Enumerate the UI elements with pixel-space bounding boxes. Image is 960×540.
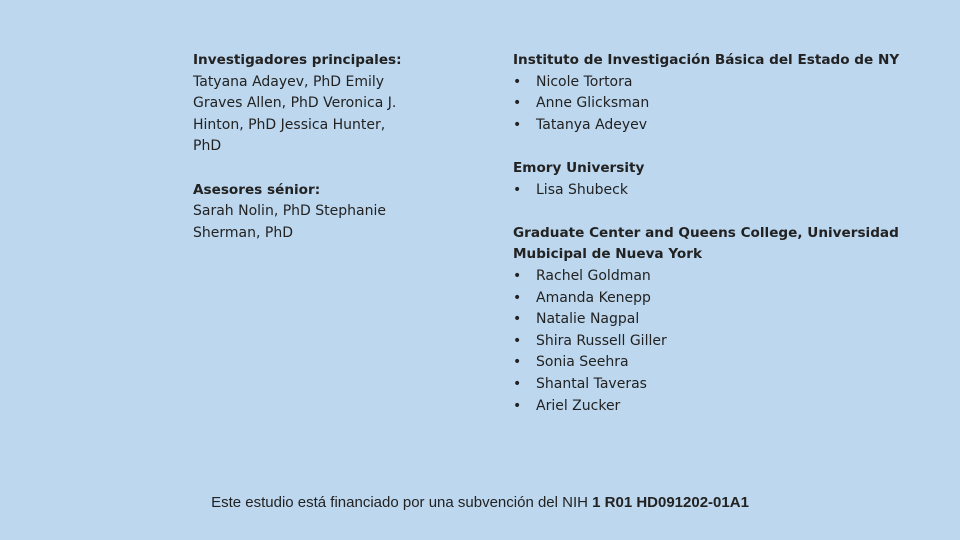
- member-name: Lisa Shubeck: [536, 181, 628, 198]
- list-item: [513, 115, 913, 137]
- member-name: Ariel Zucker: [536, 397, 621, 414]
- list-item: [513, 72, 913, 94]
- member-name: Nicole Tortora: [536, 73, 633, 90]
- institution-name: Instituto de Investigación Básica del Estado de NY: [513, 52, 900, 68]
- member-name: Sonia Seehra: [536, 354, 629, 371]
- member-list: [513, 266, 913, 417]
- principal-investigators-title: Investigadores principales:: [193, 52, 402, 68]
- bullet-icon: •: [513, 332, 522, 349]
- funding-footer: [0, 494, 960, 511]
- list-item: [513, 374, 913, 396]
- bullet-icon: •: [513, 375, 522, 392]
- principal-investigators-names: Tatyana Adayev, PhD Emily Graves Allen, PhD Veronica J. Hinton, PhD Jessica Hunter, PhD: [193, 73, 397, 155]
- list-item: [513, 396, 913, 418]
- left-column: [193, 50, 408, 244]
- institution-block: [513, 158, 913, 201]
- member-name: Anne Glicksman: [536, 95, 650, 112]
- bullet-icon: •: [513, 311, 522, 328]
- list-item: [513, 266, 913, 288]
- bullet-icon: •: [513, 267, 522, 284]
- member-name: Tatanya Adeyev: [536, 116, 648, 133]
- grant-number: 1 R01 HD091202-01A1: [592, 494, 749, 511]
- institution-name: Graduate Center and Queens College, Universidad Mubicipal de Nueva York: [513, 224, 899, 263]
- list-item: [513, 180, 913, 202]
- list-item: [513, 288, 913, 310]
- member-name: Natalie Nagpal: [536, 311, 640, 328]
- section-spacer: [513, 201, 913, 223]
- section-spacer: [513, 136, 913, 158]
- member-name: Rachel Goldman: [536, 267, 651, 284]
- senior-advisors-names: Sarah Nolin, PhD Stephanie Sherman, PhD: [193, 203, 386, 241]
- section-spacer: [193, 158, 408, 180]
- member-name: Shira Russell Giller: [536, 332, 667, 349]
- senior-advisors-title: Asesores sénior:: [193, 181, 321, 198]
- bullet-icon: •: [513, 397, 522, 414]
- member-list: [513, 72, 913, 137]
- bullet-icon: •: [513, 116, 522, 133]
- list-item: [513, 352, 913, 374]
- institution-name: Emory University: [513, 159, 645, 176]
- funding-text: Este estudio está financiado por una subvención del NIH: [211, 494, 593, 511]
- member-name: Shantal Taveras: [536, 375, 647, 392]
- bullet-icon: •: [513, 354, 522, 371]
- institution-block: [513, 50, 913, 136]
- right-column: [513, 50, 913, 417]
- bullet-icon: •: [513, 95, 522, 112]
- bullet-icon: •: [513, 181, 522, 198]
- list-item: [513, 309, 913, 331]
- list-item: [513, 93, 913, 115]
- member-name: Amanda Kenepp: [536, 289, 651, 306]
- member-list: [513, 180, 913, 202]
- bullet-icon: •: [513, 289, 522, 306]
- institution-block: [513, 223, 913, 417]
- bullet-icon: •: [513, 73, 522, 90]
- list-item: [513, 331, 913, 353]
